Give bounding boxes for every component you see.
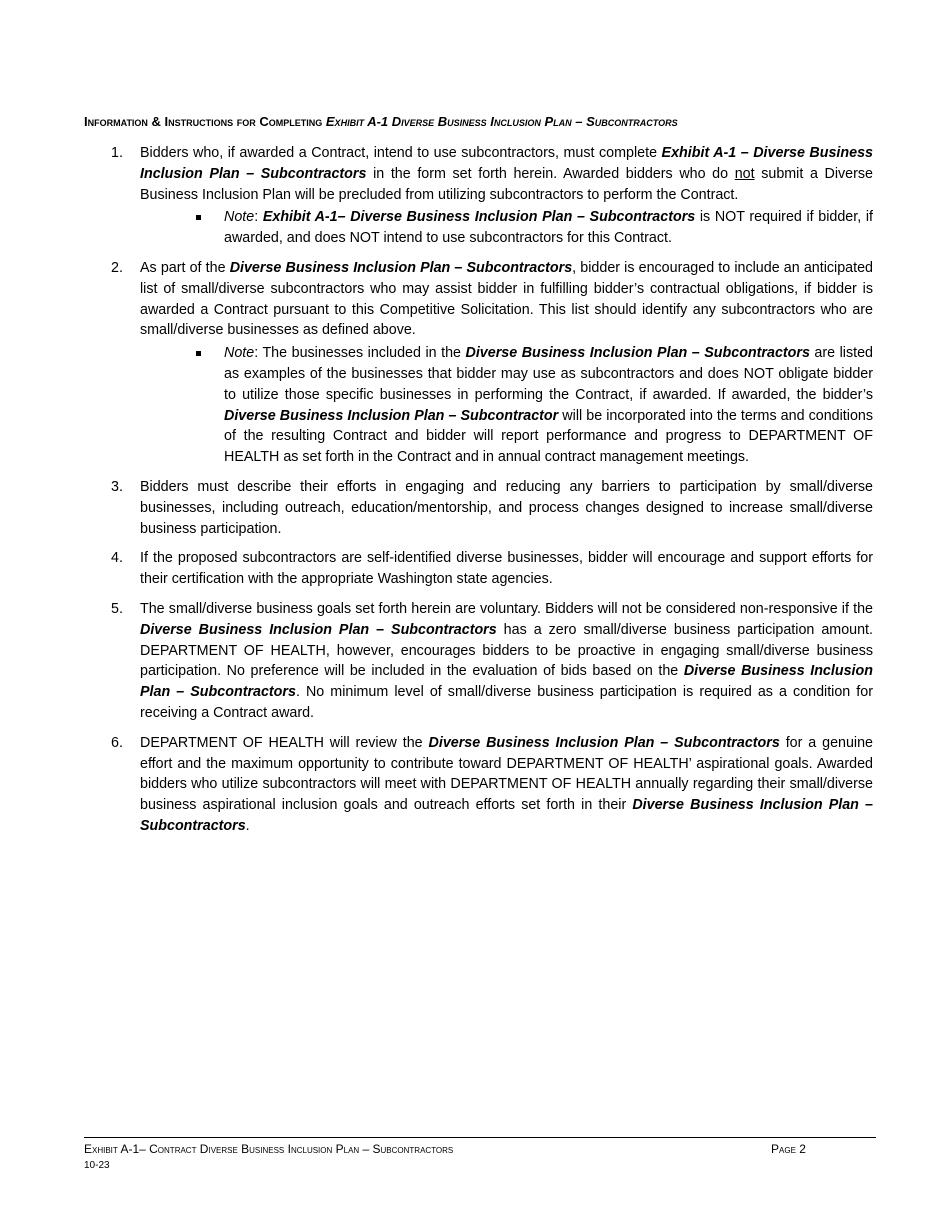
- item-emphasis: Exhibit A-1 – Diverse Business Inclusion Plan – Subcontractors: [140, 145, 873, 182]
- list-item-4: [111, 548, 873, 590]
- footer-divider: [84, 1137, 876, 1138]
- item-text: If the proposed subcontractors are self-identified diverse businesses, bidder will encourage and support efforts for their certification with the appropriate Washington state agencies.: [140, 550, 873, 588]
- note-item: [224, 207, 873, 249]
- note-text: are listed as examples of the businesses that bidder may use as subcontractors and does NOT obligate bidder to utilize those specific businesses in performing the Contract, if awarded. If awarded, the bidder’s: [224, 345, 873, 403]
- note-text: will be incorporated into the terms and conditions of the resulting Contract and bidder will report performance and progress to DEPARTMENT OF HEALTH as set forth in the Contract and in annual contract management meetings.: [224, 407, 873, 466]
- item-text: DEPARTMENT OF HEALTH will review the: [140, 734, 429, 751]
- item-text: Bidders must describe their efforts in engaging and reducing any barriers to participation by small/diverse businesses, including outreach, education/mentorship, and process changes designed to increase small/diverse business participation.: [140, 478, 873, 537]
- item-number: 1.: [111, 145, 123, 161]
- footer-date: 10-23: [84, 1160, 110, 1171]
- list-item-1: [111, 143, 873, 249]
- item-number: 2.: [111, 259, 123, 276]
- list-item-3: [111, 477, 873, 539]
- note-emphasis: Exhibit A-1– Diverse Business Inclusion Plan – Subcontractors: [262, 209, 696, 226]
- heading-prefix: Information & Instructions for Completing: [84, 114, 326, 129]
- note-emphasis: Diverse Business Inclusion Plan – Subcontractor: [224, 407, 559, 424]
- item-emphasis: Diverse Business Inclusion Plan – Subcontractors: [229, 259, 573, 276]
- item-emphasis: Diverse Business Inclusion Plan – Subcontractors: [140, 621, 497, 638]
- list-item-5: [111, 599, 873, 724]
- item-number: 4.: [111, 550, 123, 567]
- section-heading: [84, 114, 884, 129]
- instruction-list: [111, 143, 873, 846]
- square-bullet-icon: [196, 351, 201, 356]
- note-label: Note: [224, 209, 255, 226]
- item-text: Bidders who, if awarded a Contract, intend to use subcontractors, must complete: [140, 145, 662, 161]
- note-text: The businesses included in the: [262, 345, 466, 362]
- footer-title: Exhibit A-1– Contract Diverse Business Inclusion Plan – Subcontractors: [84, 1142, 454, 1156]
- note-emphasis: Diverse Business Inclusion Plan – Subcontractors: [465, 345, 810, 362]
- item-text: has a zero small/diverse business participation amount. DEPARTMENT OF HEALTH, however, encourages bidders to be proactive in engaging small/diverse business participation. No preference will be included in the evaluation of bids based on the: [140, 621, 873, 680]
- footer-page-number: Page 2: [771, 1142, 806, 1156]
- item-text: for a genuine effort and the maximum opportunity to contribute toward DEPARTMENT OF HEALTH’ aspirational goals. Awarded bidders who utilize subcontractors will meet with DEPARTMENT OF HEALTH annually regarding their small/diverse business aspirational inclusion goals and outreach efforts set forth in their: [140, 734, 873, 814]
- note-item: [224, 343, 873, 468]
- item-emphasis: Diverse Business Inclusion Plan – Subcontractors: [140, 797, 873, 834]
- item-underline: not: [734, 165, 755, 182]
- item-number: 6.: [111, 734, 123, 751]
- item-text: As part of the: [140, 259, 230, 276]
- note-list: [224, 343, 873, 468]
- item-text: The small/diverse business goals set forth herein are voluntary. Bidders will not be considered non-responsive if the: [140, 600, 873, 617]
- item-text: submit a Diverse Business Inclusion Plan will be precluded from utilizing subcontractors to perform the Contract.: [140, 165, 873, 203]
- note-colon: :: [254, 209, 263, 226]
- item-text: , bidder is encouraged to include an anticipated list of small/diverse subcontractors who may assist bidder in fulfilling bidder’s contractual obligations, if bidder is awarded a Contract pursuant to this Competitive Solicitation. This list should identify any subcontractors who are small/diverse businesses as defined above.: [140, 259, 873, 339]
- note-label: Note: [224, 345, 255, 362]
- heading-italic: Exhibit A-1 Diverse Business Inclusion Plan – Subcontractors: [325, 114, 678, 129]
- item-text: . No minimum level of small/diverse business participation is required as a condition for receiving a Contract award.: [140, 684, 873, 721]
- square-bullet-icon: [196, 215, 201, 220]
- note-list: [224, 207, 873, 249]
- list-item-2: [111, 258, 873, 468]
- item-text: .: [245, 817, 250, 834]
- note-colon: :: [254, 345, 263, 362]
- item-emphasis: Diverse Business Inclusion Plan – Subcontractors: [428, 734, 780, 751]
- note-text: is NOT required if bidder, if awarded, and does NOT intend to use subcontractors for this Contract.: [224, 209, 873, 247]
- item-number: 5.: [111, 600, 123, 617]
- item-text: in the form set forth herein. Awarded bidders who do: [366, 165, 735, 182]
- item-number: 3.: [111, 478, 123, 495]
- item-emphasis: Diverse Business Inclusion Plan – Subcontractors: [140, 663, 873, 701]
- list-item-6: [111, 733, 873, 837]
